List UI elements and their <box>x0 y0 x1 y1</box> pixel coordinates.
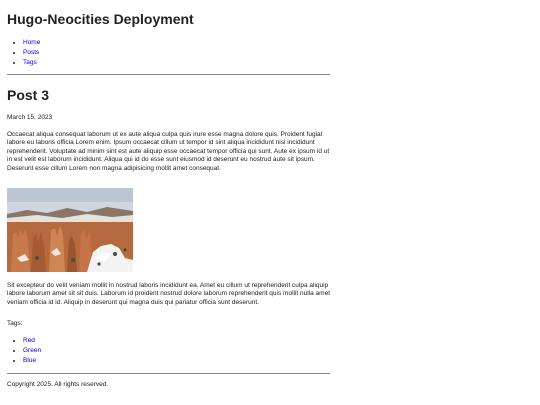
canyon-photo <box>7 188 133 272</box>
tag-link-red[interactable]: Red <box>23 337 35 344</box>
tag-item-green <box>23 346 41 356</box>
tag-link-blue[interactable]: Blue <box>23 357 37 364</box>
nav-link-posts[interactable]: Posts <box>23 49 40 56</box>
header-divider <box>7 74 330 75</box>
site-title: Hugo-Neocities Deployment <box>7 11 194 27</box>
footer-copyright: Copyright 2025. All rights reserved. <box>7 381 109 388</box>
nav-item-posts <box>23 48 40 58</box>
tags-label: Tags: <box>7 320 23 327</box>
nav-item-home <box>23 38 40 48</box>
tag-item-red <box>23 336 41 346</box>
post-image <box>7 188 133 272</box>
post-paragraph-2: Sit excepteur do velit veniam mollit in nostrud laboris incididunt ea. Amet eu cillum ut reprehenderit culpa aliquip labore laborum amet sit sit duis. Laborum id proident nostrud dolore laborum reprehenderit quis mollit nulla amet veniam officia id id. Aliquip in deserunt qui magna duis qui pariatur officia sunt deserunt. <box>7 282 331 306</box>
nav-link-tags[interactable]: Tags <box>23 59 37 66</box>
nav-link-home[interactable]: Home <box>23 39 41 46</box>
tag-item-blue <box>23 356 41 366</box>
main-nav <box>7 38 40 68</box>
post-paragraph-1: Occaecat aliqua consequat laborum ut ex aute aliqua culpa quis irure esse magna dolore quis. Proident fugiat labore eu laboris officia Lorem enim. Ipsum occaecat cillum ut tempor id sint aliqua incididunt nisi incididunt reprehenderit. Voluptate ad minim sint est aute aliquip esse occaecat tempor officia qui sunt. Aute ex ipsum id ut in est velit est laborum incididunt. Aliqua qui id do esse sunt eiusmod id deserunt eu nostrud aute sit ipsum. Deserunt esse cillum Lorem non magna adipisicing mollit amet consequat. <box>7 131 330 172</box>
post-title: Post 3 <box>7 87 50 103</box>
footer-divider <box>7 373 330 374</box>
tag-link-green[interactable]: Green <box>23 347 42 354</box>
post-date: March 15, 2023 <box>7 114 53 121</box>
nav-item-tags <box>23 58 40 68</box>
tags-list <box>7 336 41 366</box>
